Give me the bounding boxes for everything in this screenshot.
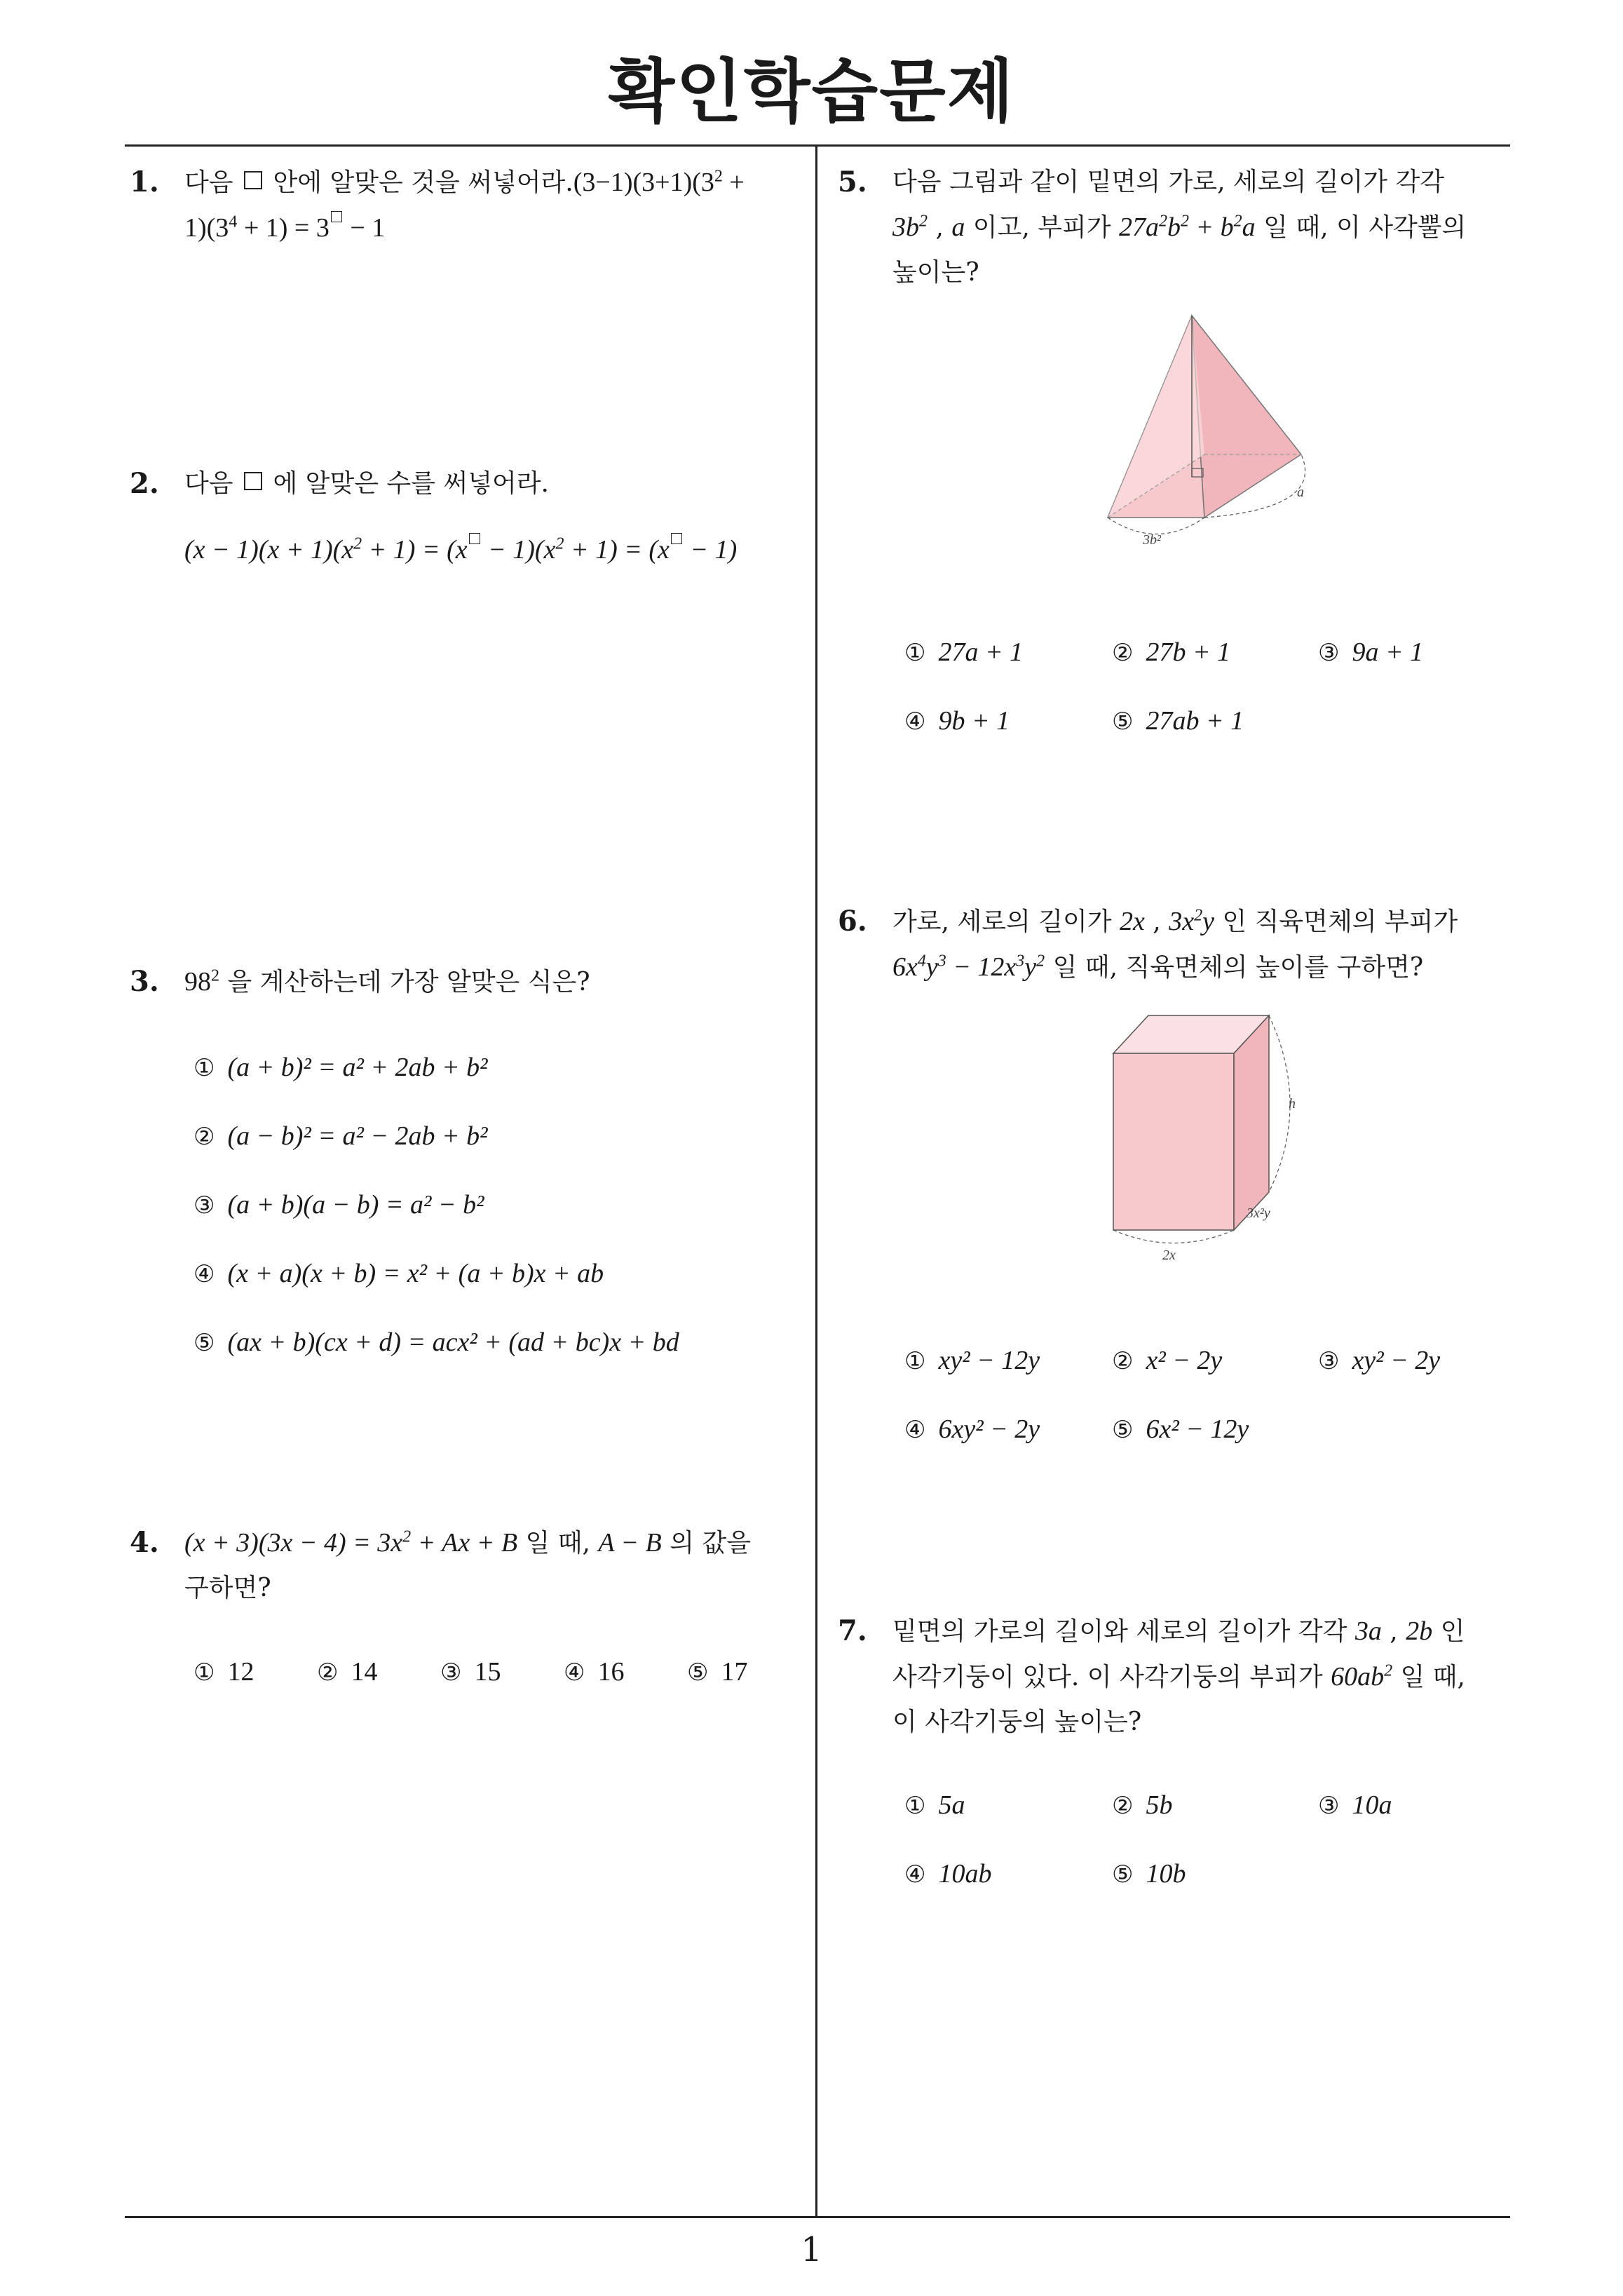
page-title: 확인학습문제	[608, 52, 1015, 132]
choice-1[interactable]: ① 5a	[904, 1790, 965, 1820]
cuboid-figure	[1101, 1007, 1325, 1274]
blank-box-icon	[671, 533, 682, 544]
blank-box-icon	[244, 472, 262, 490]
question-3	[130, 959, 803, 1005]
choice-2[interactable]: ② 14	[317, 1657, 378, 1687]
footer-rule	[125, 2216, 1510, 2218]
blank-box-icon	[331, 211, 342, 222]
question-number: 7.	[838, 1614, 867, 1647]
column-divider	[815, 144, 817, 2216]
question-text: $98^2$ 을 계산하는데 가장 알맞은 식은?	[184, 966, 590, 997]
question-6	[838, 899, 1518, 990]
figure-label-side: a	[1297, 485, 1304, 500]
choice-3[interactable]: ③ xy² − 2y	[1318, 1346, 1441, 1375]
question-text: $(x + 3)(3x - 4) = 3x^2 + Ax + B$ 일 때, A − B 의 값을 구하면?	[184, 1527, 751, 1602]
figure-label-base: 2x	[1162, 1248, 1176, 1263]
question-text: 밑면의 가로의 길이와 세로의 길이가 각각 3a , 2b 인 사각기둥이 있다. 이 사각기둥의 부피가 $60ab^2$ 일 때, 이 사각기둥의 높이는?	[892, 1616, 1465, 1736]
choice-1[interactable]: ① 27a + 1	[904, 637, 1024, 667]
choice-2[interactable]: ② (a − b)² = a² − 2ab + b²	[193, 1121, 488, 1151]
question-4	[130, 1520, 810, 1611]
choice-5[interactable]: ⑤ 27ab + 1	[1112, 706, 1244, 736]
choice-1[interactable]: ① xy² − 12y	[904, 1346, 1040, 1375]
question-number: 3.	[130, 965, 159, 998]
choice-5[interactable]: ⑤ 17	[687, 1657, 748, 1687]
question-number: 4.	[130, 1526, 159, 1559]
choice-3[interactable]: ③ 9a + 1	[1318, 637, 1424, 667]
choice-4[interactable]: ④ (x + a)(x + b) = x² + (a + b)x + ab	[193, 1259, 604, 1288]
figure-label-height: h	[1289, 1096, 1296, 1112]
question-5	[838, 160, 1518, 295]
choice-1[interactable]: ① (a + b)² = a² + 2ab + b²	[193, 1053, 488, 1082]
pyramid-figure	[1094, 309, 1318, 554]
header-rule	[125, 144, 1510, 147]
choice-5[interactable]: ⑤ 6x² − 12y	[1112, 1414, 1249, 1444]
choice-4[interactable]: ④ 9b + 1	[904, 706, 1010, 736]
question-text: 다음 안에 알맞은 것을 써넣어라$.(3-1)(3+1)(3^2$ + $1)(3^4 + 1) = 3 - 1$	[184, 167, 745, 243]
question-text: 다음 에 알맞은 수를 써넣어라.	[184, 469, 549, 498]
page-number: 1	[801, 2230, 822, 2269]
choice-1[interactable]: ① 12	[193, 1657, 254, 1687]
figure-label-base: 3b²	[1143, 532, 1161, 548]
question-text: 다음 그림과 같이 밑면의 가로, 세로의 길이가 각각 $3b^2$ , a 이고, 부피가 $27a^2b^2 + b^2a$ 일 때, 이 사각뿔의 높이는?	[892, 168, 1467, 287]
question-1	[130, 160, 803, 251]
choice-4[interactable]: ④ 6xy² − 2y	[904, 1414, 1040, 1444]
question-7	[838, 1609, 1518, 1745]
choice-3[interactable]: ③ 15	[440, 1657, 501, 1687]
blank-box-icon	[469, 533, 480, 544]
question-number: 1.	[130, 166, 159, 198]
figure-label-depth: 3x²y	[1247, 1206, 1270, 1221]
question-equation: $(x - 1)(x + 1)(x^2 + 1) = (x - 1)(x^2 + 1) = (x - 1)$	[184, 527, 803, 572]
choice-3[interactable]: ③ (a + b)(a − b) = a² − b²	[193, 1190, 484, 1220]
question-number: 2.	[130, 467, 159, 500]
choice-2[interactable]: ② 5b	[1112, 1790, 1173, 1820]
choice-3[interactable]: ③ 10a	[1318, 1790, 1392, 1820]
question-number: 5.	[838, 166, 867, 198]
question-text: 가로, 세로의 길이가 2x , $3x^2y$ 인 직육면체의 부피가 $6x^4y^3 - 12x^3y^2$ 일 때, 직육면체의 높이를 구하면?	[892, 906, 1458, 982]
choice-4[interactable]: ④ 16	[564, 1657, 625, 1687]
blank-box-icon	[244, 171, 262, 189]
question-number: 6.	[838, 905, 867, 938]
question-2	[130, 461, 803, 572]
choice-2[interactable]: ② x² − 2y	[1112, 1346, 1223, 1375]
choice-5[interactable]: ⑤ 10b	[1112, 1859, 1186, 1889]
choice-5[interactable]: ⑤ (ax + b)(cx + d) = acx² + (ad + bc)x + bd	[193, 1328, 679, 1357]
choice-4[interactable]: ④ 10ab	[904, 1859, 992, 1889]
choice-2[interactable]: ② 27b + 1	[1112, 637, 1231, 667]
